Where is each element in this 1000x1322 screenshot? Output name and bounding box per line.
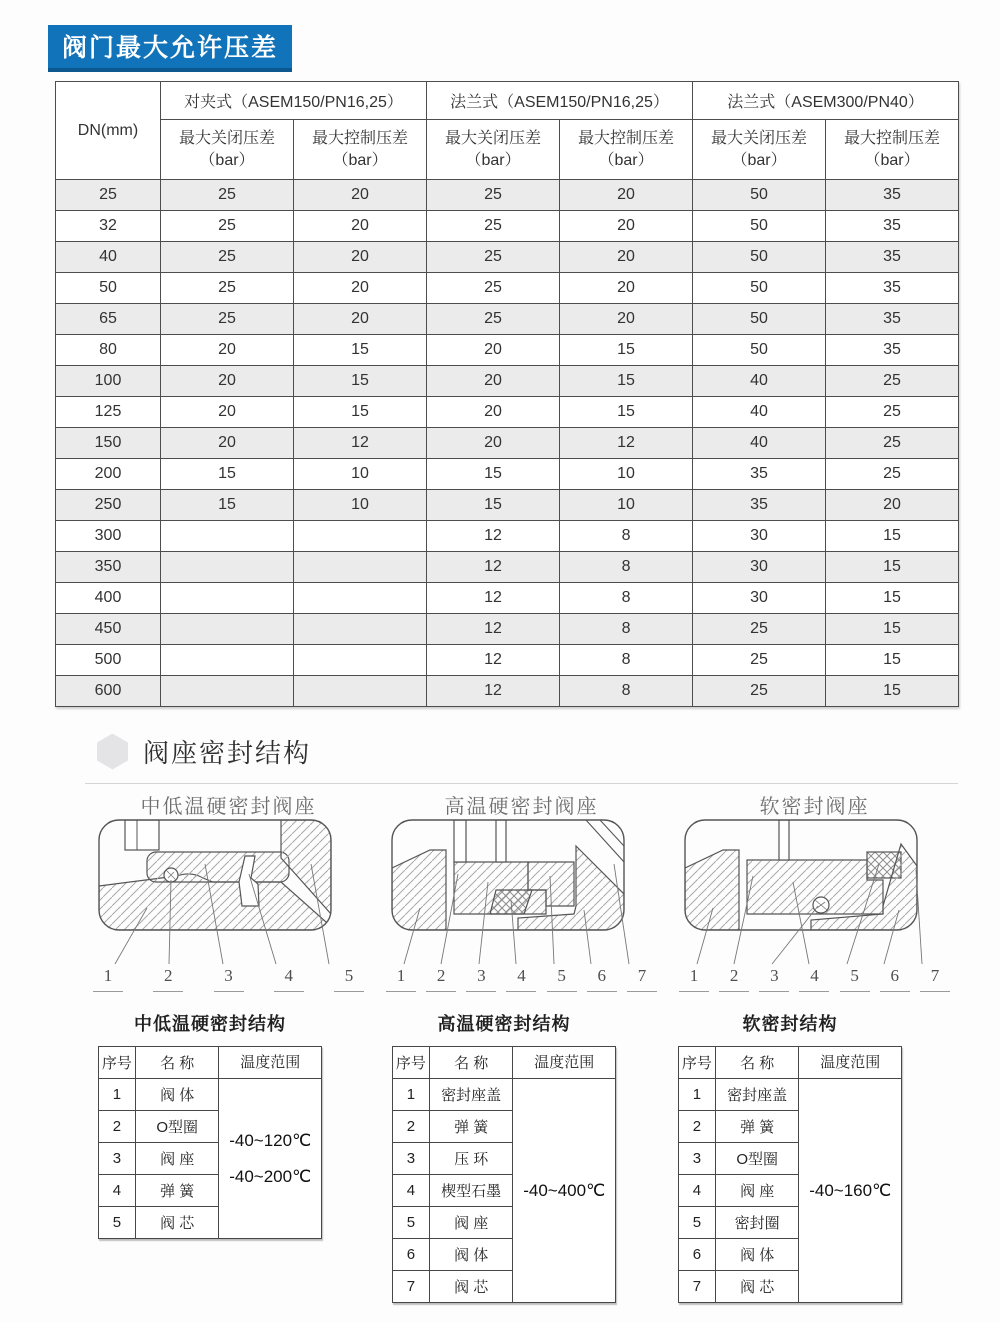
cell-wafer-close: 20 <box>161 397 294 428</box>
cell-flange150-close: 15 <box>427 490 560 521</box>
cell-wafer-control <box>294 614 427 645</box>
pressure-table-row <box>56 428 959 459</box>
part-name-cell: 压 环 <box>429 1143 513 1175</box>
subheader-unit: （bar） <box>731 151 787 169</box>
cell-flange300-control: 35 <box>826 180 959 211</box>
cell-dn: 80 <box>56 335 161 366</box>
cell-wafer-control <box>294 645 427 676</box>
cell-flange150-control: 15 <box>560 335 693 366</box>
cell-flange300-close: 50 <box>693 335 826 366</box>
cell-wafer-close <box>161 676 294 707</box>
cell-flange300-control: 25 <box>826 397 959 428</box>
cell-flange300-close: 50 <box>693 273 826 304</box>
parts-table-header-row <box>679 1047 799 1079</box>
cell-wafer-control: 15 <box>294 366 427 397</box>
part-name-cell: 阀 体 <box>429 1239 513 1271</box>
cell-flange300-control: 15 <box>826 521 959 552</box>
cell-dn: 150 <box>56 428 161 459</box>
cell-dn: 400 <box>56 583 161 614</box>
cell-flange150-control: 12 <box>560 428 693 459</box>
valve-cross-section-drawing <box>85 816 372 966</box>
cell-wafer-control <box>294 552 427 583</box>
subheader-flange300-close <box>693 120 826 180</box>
cell-flange300-control: 35 <box>826 242 959 273</box>
part-number: 2 <box>153 966 183 992</box>
part-number: 7 <box>627 966 657 992</box>
subheader-label: 最大控制压差 <box>844 129 941 147</box>
cell-dn: 40 <box>56 242 161 273</box>
cell-flange150-close: 12 <box>427 676 560 707</box>
part-name-cell: 阀 芯 <box>715 1271 799 1303</box>
part-number-cell: 1 <box>679 1079 716 1111</box>
column-header-no: 序号 <box>393 1047 430 1079</box>
cell-flange150-close: 20 <box>427 366 560 397</box>
cell-flange300-close: 35 <box>693 490 826 521</box>
cell-flange150-control: 20 <box>560 211 693 242</box>
part-row <box>679 1271 799 1303</box>
cell-wafer-close: 15 <box>161 490 294 521</box>
part-number-cell: 2 <box>99 1111 136 1143</box>
cell-flange300-control: 15 <box>826 583 959 614</box>
cell-flange300-close: 50 <box>693 242 826 273</box>
pressure-table-row <box>56 552 959 583</box>
part-row <box>679 1175 799 1207</box>
cell-flange150-close: 25 <box>427 211 560 242</box>
part-number-cell: 7 <box>393 1271 430 1303</box>
part-row <box>99 1175 219 1207</box>
part-number: 4 <box>274 966 304 992</box>
part-number: 1 <box>679 966 709 992</box>
part-row <box>393 1239 513 1271</box>
cell-wafer-control <box>294 583 427 614</box>
pressure-table-row <box>56 459 959 490</box>
group-header-wafer: 对夹式（ASEM150/PN16,25） <box>161 82 427 120</box>
parts-table-body <box>99 1079 219 1239</box>
temp-range-value: -40~400℃ <box>523 1180 606 1200</box>
part-number: 3 <box>214 966 244 992</box>
cell-wafer-close <box>161 583 294 614</box>
part-name-cell: 阀 体 <box>715 1239 799 1271</box>
cell-wafer-control: 20 <box>294 273 427 304</box>
cell-flange150-control: 8 <box>560 521 693 552</box>
pressure-table-row <box>56 273 959 304</box>
cell-wafer-control: 10 <box>294 490 427 521</box>
cell-wafer-close: 25 <box>161 242 294 273</box>
part-number: 5 <box>840 966 870 992</box>
part-row <box>679 1079 799 1111</box>
part-number: 2 <box>719 966 749 992</box>
part-number-cell: 3 <box>393 1143 430 1175</box>
part-name-cell: 阀 座 <box>715 1175 799 1207</box>
subheader-unit: （bar） <box>864 151 920 169</box>
part-row <box>393 1143 513 1175</box>
cell-flange150-close: 20 <box>427 428 560 459</box>
valve-cross-section-drawing <box>671 816 958 966</box>
cell-flange300-control: 35 <box>826 304 959 335</box>
diagram-caption: 高温硬密封阀座 <box>444 796 599 818</box>
parts-table-body <box>679 1079 799 1303</box>
column-header-no: 序号 <box>99 1047 136 1079</box>
column-header-dn: DN(mm) <box>56 82 161 180</box>
part-name-cell: 弹 簧 <box>715 1111 799 1143</box>
seat-structure-tables <box>85 1010 990 1303</box>
cell-flange300-control: 35 <box>826 211 959 242</box>
table-title: 高温硬密封结构 <box>437 1014 571 1034</box>
cell-flange300-control: 15 <box>826 552 959 583</box>
cell-wafer-close <box>161 521 294 552</box>
cell-wafer-control <box>294 521 427 552</box>
cell-flange300-close: 40 <box>693 397 826 428</box>
pressure-table-row <box>56 490 959 521</box>
cell-flange150-control: 15 <box>560 366 693 397</box>
part-name-cell: 楔型石墨 <box>429 1175 513 1207</box>
cell-flange150-control: 10 <box>560 459 693 490</box>
temp-range-cell <box>799 1079 901 1302</box>
part-name-cell: 弹 簧 <box>429 1111 513 1143</box>
part-number-cell: 1 <box>393 1079 430 1111</box>
part-number-cell: 6 <box>679 1239 716 1271</box>
cell-dn: 450 <box>56 614 161 645</box>
column-header-no: 序号 <box>679 1047 716 1079</box>
cell-flange150-control: 20 <box>560 242 693 273</box>
part-row <box>99 1143 219 1175</box>
pressure-table-row <box>56 397 959 428</box>
part-number-cell: 4 <box>99 1175 136 1207</box>
cell-dn: 125 <box>56 397 161 428</box>
page-title: 阀门最大允许压差 <box>62 34 279 62</box>
temp-range-value: -40~160℃ <box>809 1180 892 1200</box>
cell-flange150-control: 20 <box>560 180 693 211</box>
hexagon-icon <box>97 734 128 770</box>
pressure-table-row <box>56 304 959 335</box>
cell-flange300-close: 30 <box>693 552 826 583</box>
diagram-high-temp-seat <box>378 790 665 992</box>
diagram-midlow-temp-seat <box>85 790 372 992</box>
group-header-flange150: 法兰式（ASEM150/PN16,25） <box>427 82 693 120</box>
pressure-table-row <box>56 614 959 645</box>
seat-diagrams <box>85 790 958 992</box>
part-name-cell: O型圈 <box>135 1111 219 1143</box>
pressure-table-row <box>56 180 959 211</box>
temp-range-value: -40~200℃ <box>229 1166 312 1186</box>
part-name-cell: 密封圈 <box>715 1207 799 1239</box>
subheader-unit: （bar） <box>598 151 654 169</box>
part-row <box>393 1271 513 1303</box>
valve-cross-section-drawing <box>378 816 665 966</box>
column-header-name: 名 称 <box>429 1047 513 1079</box>
cell-flange300-control: 15 <box>826 614 959 645</box>
part-number-cell: 5 <box>679 1207 716 1239</box>
subheader-unit: （bar） <box>465 151 521 169</box>
part-name-cell: 密封座盖 <box>429 1079 513 1111</box>
subheader-unit: （bar） <box>332 151 388 169</box>
cell-wafer-close: 20 <box>161 335 294 366</box>
group-header-flange300: 法兰式（ASEM300/PN40） <box>693 82 959 120</box>
subheader-unit: （bar） <box>199 151 255 169</box>
cell-wafer-close: 25 <box>161 211 294 242</box>
part-row <box>679 1239 799 1271</box>
part-number-cell: 3 <box>679 1143 716 1175</box>
cell-flange300-close: 50 <box>693 180 826 211</box>
diagram-part-numbers <box>671 966 958 992</box>
diagram-part-numbers <box>85 966 372 992</box>
part-number-cell: 2 <box>393 1111 430 1143</box>
cell-dn: 350 <box>56 552 161 583</box>
cell-flange300-close: 30 <box>693 583 826 614</box>
page-title-badge <box>48 25 292 72</box>
cell-flange300-control: 25 <box>826 428 959 459</box>
part-number: 5 <box>547 966 577 992</box>
subheader-flange300-control <box>826 120 959 180</box>
pressure-table-row <box>56 676 959 707</box>
pressure-table-row <box>56 211 959 242</box>
part-name-cell: O型圈 <box>715 1143 799 1175</box>
subheader-flange150-control <box>560 120 693 180</box>
table-title: 软密封结构 <box>742 1014 838 1034</box>
cell-dn: 32 <box>56 211 161 242</box>
part-number: 1 <box>386 966 416 992</box>
cell-flange150-close: 20 <box>427 335 560 366</box>
cell-wafer-close: 20 <box>161 366 294 397</box>
subheader-label: 最大关闭压差 <box>711 129 808 147</box>
section-title: 阀座密封结构 <box>143 738 312 768</box>
cell-flange150-close: 25 <box>427 180 560 211</box>
cell-flange150-close: 25 <box>427 304 560 335</box>
cell-wafer-close: 25 <box>161 304 294 335</box>
cell-flange150-control: 20 <box>560 273 693 304</box>
part-number-cell: 2 <box>679 1111 716 1143</box>
subheader-label: 最大关闭压差 <box>178 129 275 147</box>
subheader-label: 最大控制压差 <box>578 129 675 147</box>
cell-flange300-control: 15 <box>826 645 959 676</box>
cell-flange150-close: 12 <box>427 645 560 676</box>
cell-flange300-close: 50 <box>693 211 826 242</box>
subheader-wafer-close <box>161 120 294 180</box>
part-row <box>99 1079 219 1111</box>
part-number: 4 <box>506 966 536 992</box>
cell-wafer-close <box>161 614 294 645</box>
cell-dn: 65 <box>56 304 161 335</box>
cell-flange150-control: 8 <box>560 676 693 707</box>
part-number: 5 <box>334 966 364 992</box>
cell-flange300-close: 30 <box>693 521 826 552</box>
pressure-table-group-header-row <box>56 82 959 120</box>
cell-flange150-control: 8 <box>560 614 693 645</box>
max-pressure-table <box>55 81 959 707</box>
cell-flange300-close: 25 <box>693 645 826 676</box>
part-name-cell: 阀 芯 <box>135 1207 219 1239</box>
parts-table-header-row <box>393 1047 513 1079</box>
cell-wafer-control: 20 <box>294 180 427 211</box>
cell-flange300-close: 25 <box>693 614 826 645</box>
diagram-caption: 中低温硬密封阀座 <box>140 796 317 818</box>
part-number-cell: 5 <box>393 1207 430 1239</box>
cell-flange150-control: 10 <box>560 490 693 521</box>
cell-flange150-control: 15 <box>560 397 693 428</box>
subheader-flange150-close <box>427 120 560 180</box>
table-soft-seal-structure <box>678 1010 902 1303</box>
cell-flange150-close: 12 <box>427 583 560 614</box>
cell-wafer-control: 12 <box>294 428 427 459</box>
cell-wafer-close: 15 <box>161 459 294 490</box>
cell-flange300-close: 35 <box>693 459 826 490</box>
part-row <box>393 1207 513 1239</box>
cell-flange150-close: 12 <box>427 521 560 552</box>
cell-flange150-close: 20 <box>427 397 560 428</box>
cell-dn: 250 <box>56 490 161 521</box>
part-number-cell: 6 <box>393 1239 430 1271</box>
cell-flange300-close: 40 <box>693 366 826 397</box>
pressure-table-row <box>56 645 959 676</box>
part-number: 7 <box>920 966 950 992</box>
part-number: 3 <box>759 966 789 992</box>
column-header-temp-range: 温度范围 <box>799 1047 901 1079</box>
part-number: 3 <box>466 966 496 992</box>
part-name-cell: 弹 簧 <box>135 1175 219 1207</box>
cell-dn: 200 <box>56 459 161 490</box>
pressure-table-row <box>56 521 959 552</box>
pressure-table-row <box>56 335 959 366</box>
cell-wafer-control: 15 <box>294 335 427 366</box>
part-row <box>99 1111 219 1143</box>
pressure-table-row <box>56 242 959 273</box>
part-number: 6 <box>587 966 617 992</box>
part-number-cell: 1 <box>99 1079 136 1111</box>
part-row <box>679 1207 799 1239</box>
pressure-table-row <box>56 583 959 614</box>
temp-range-value: -40~120℃ <box>229 1130 312 1150</box>
part-name-cell: 密封座盖 <box>715 1079 799 1111</box>
cell-dn: 500 <box>56 645 161 676</box>
part-number: 4 <box>799 966 829 992</box>
cell-dn: 25 <box>56 180 161 211</box>
cell-dn: 50 <box>56 273 161 304</box>
cell-flange150-close: 15 <box>427 459 560 490</box>
part-name-cell: 阀 座 <box>135 1143 219 1175</box>
part-row <box>99 1207 219 1239</box>
pressure-table-body <box>56 180 959 707</box>
cell-dn: 100 <box>56 366 161 397</box>
cell-flange150-close: 12 <box>427 552 560 583</box>
column-header-temp-range: 温度范围 <box>219 1047 321 1079</box>
part-number: 6 <box>880 966 910 992</box>
pressure-table-row <box>56 366 959 397</box>
table-midlow-temp-structure <box>98 1010 322 1303</box>
part-row <box>393 1111 513 1143</box>
parts-table-body <box>393 1079 513 1303</box>
cell-flange150-close: 12 <box>427 614 560 645</box>
cell-wafer-close <box>161 645 294 676</box>
cell-dn: 600 <box>56 676 161 707</box>
pressure-table-sub-header-row <box>56 120 959 180</box>
cell-flange150-control: 8 <box>560 645 693 676</box>
subheader-label: 最大关闭压差 <box>445 129 542 147</box>
cell-flange150-close: 25 <box>427 242 560 273</box>
diagram-soft-seal-seat <box>671 790 958 992</box>
cell-dn: 300 <box>56 521 161 552</box>
cell-wafer-close: 20 <box>161 428 294 459</box>
temp-range-cell <box>219 1079 321 1238</box>
part-row <box>679 1111 799 1143</box>
cell-flange150-control: 8 <box>560 583 693 614</box>
column-header-name: 名 称 <box>715 1047 799 1079</box>
cell-wafer-control: 15 <box>294 397 427 428</box>
diagram-part-numbers <box>378 966 665 992</box>
cell-flange150-close: 25 <box>427 273 560 304</box>
cell-flange300-close: 50 <box>693 304 826 335</box>
subheader-label: 最大控制压差 <box>312 129 409 147</box>
table-title: 中低温硬密封结构 <box>134 1014 286 1034</box>
cell-flange300-control: 25 <box>826 366 959 397</box>
cell-flange150-control: 8 <box>560 552 693 583</box>
column-header-name: 名 称 <box>135 1047 219 1079</box>
part-row <box>393 1175 513 1207</box>
part-number: 1 <box>93 966 123 992</box>
part-name-cell: 阀 座 <box>429 1207 513 1239</box>
subheader-wafer-control <box>294 120 427 180</box>
cell-flange300-close: 25 <box>693 676 826 707</box>
cell-wafer-close: 25 <box>161 273 294 304</box>
part-number-cell: 3 <box>99 1143 136 1175</box>
part-number-cell: 4 <box>679 1175 716 1207</box>
temp-range-cell <box>513 1079 615 1302</box>
part-name-cell: 阀 体 <box>135 1079 219 1111</box>
part-row <box>393 1079 513 1111</box>
section-seat-seal-header <box>97 733 1000 770</box>
cell-flange300-control: 35 <box>826 273 959 304</box>
cell-flange150-control: 20 <box>560 304 693 335</box>
part-number-cell: 4 <box>393 1175 430 1207</box>
diagram-caption: 软密封阀座 <box>759 796 870 818</box>
column-header-temp-range: 温度范围 <box>513 1047 615 1079</box>
part-number-cell: 5 <box>99 1207 136 1239</box>
part-name-cell: 阀 芯 <box>429 1271 513 1303</box>
cell-wafer-control: 10 <box>294 459 427 490</box>
cell-wafer-control: 20 <box>294 304 427 335</box>
cell-wafer-control <box>294 676 427 707</box>
section-divider <box>85 783 958 784</box>
parts-table-header-row <box>99 1047 219 1079</box>
part-number: 2 <box>426 966 456 992</box>
part-row <box>679 1143 799 1175</box>
cell-wafer-close: 25 <box>161 180 294 211</box>
cell-flange300-control: 25 <box>826 459 959 490</box>
cell-flange300-control: 35 <box>826 335 959 366</box>
cell-wafer-control: 20 <box>294 211 427 242</box>
table-high-temp-structure <box>392 1010 616 1303</box>
cell-wafer-control: 20 <box>294 242 427 273</box>
cell-wafer-close <box>161 552 294 583</box>
cell-flange300-close: 40 <box>693 428 826 459</box>
cell-flange300-control: 15 <box>826 676 959 707</box>
part-number-cell: 7 <box>679 1271 716 1303</box>
cell-flange300-control: 20 <box>826 490 959 521</box>
